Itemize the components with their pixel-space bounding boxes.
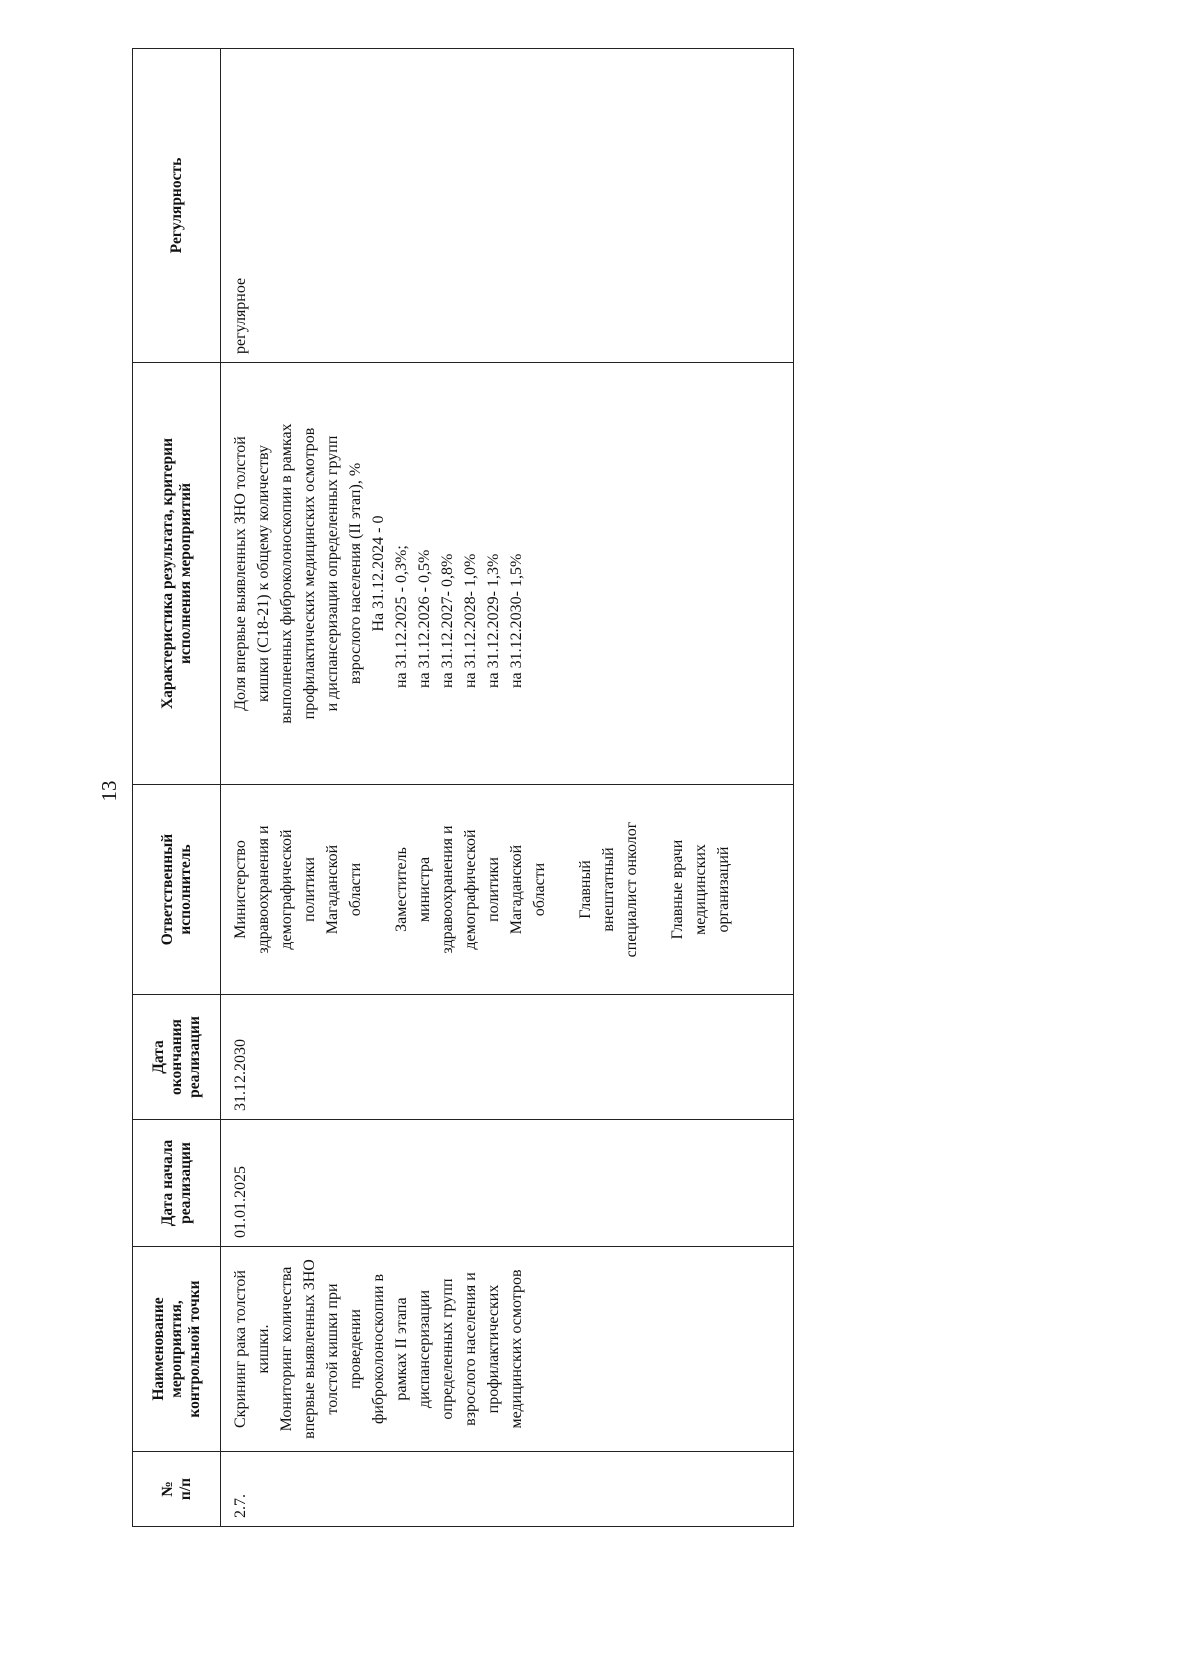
table-header-row bbox=[133, 49, 221, 1527]
header-responsible: Ответственный исполнитель bbox=[133, 785, 221, 995]
cell-start-date: 01.01.2025 bbox=[221, 1120, 794, 1247]
characteristic-main: Доля впервые выявленных ЗНО толстой кишки (С18-21) к общему количеству выполненных фиброколоноскопии в рамках профилактических медицинских осмотров и диспансеризации определенных групп взрослого населения (II этап), % На 31.12.2024 - 0 bbox=[232, 423, 387, 724]
cell-name: Скрининг рака толстой кишки. Мониторинг количества впервые выявленных ЗНО толстой кишки при проведении фиброколоноскопии в рамках II этапа диспансеризации определенных групп взрослого населения и профилактических медицинских осмотров bbox=[221, 1247, 794, 1452]
header-characteristic: Характеристика результата, критерии исполнения мероприятий bbox=[133, 363, 221, 785]
activity-table bbox=[132, 48, 794, 1527]
cell-responsible: Министерство здравоохранения и демографической политики Магаданской области Заместитель министра здравоохранения и демографической политики Магаданской области Главный внештатный специалист онколог Главные врачи медицинских организаций bbox=[221, 785, 794, 995]
rotated-table-frame bbox=[132, 49, 794, 1527]
header-start-date: Дата начала реализации bbox=[133, 1120, 221, 1247]
cell-num: 2.7. bbox=[221, 1452, 794, 1527]
characteristic-targets: на 31.12.2025 - 0,3%; на 31.12.2026 - 0,5% на 31.12.2027- 0,8% на 31.12.2028- 1,0% на 31.12.2029- 1,3% на 31.12.2030- 1,5% bbox=[393, 545, 525, 688]
header-regularity: Регулярность bbox=[133, 49, 221, 363]
table-row bbox=[221, 49, 794, 1527]
header-name: Наименование мероприятия, контрольной точки bbox=[133, 1247, 221, 1452]
header-num: № п/п bbox=[133, 1452, 221, 1527]
header-end-date: Дата окончания реализации bbox=[133, 995, 221, 1120]
page-number: 13 bbox=[97, 780, 121, 802]
cell-end-date: 31.12.2030 bbox=[221, 995, 794, 1120]
cell-regularity: регулярное bbox=[221, 49, 794, 363]
cell-characteristic bbox=[221, 363, 794, 785]
